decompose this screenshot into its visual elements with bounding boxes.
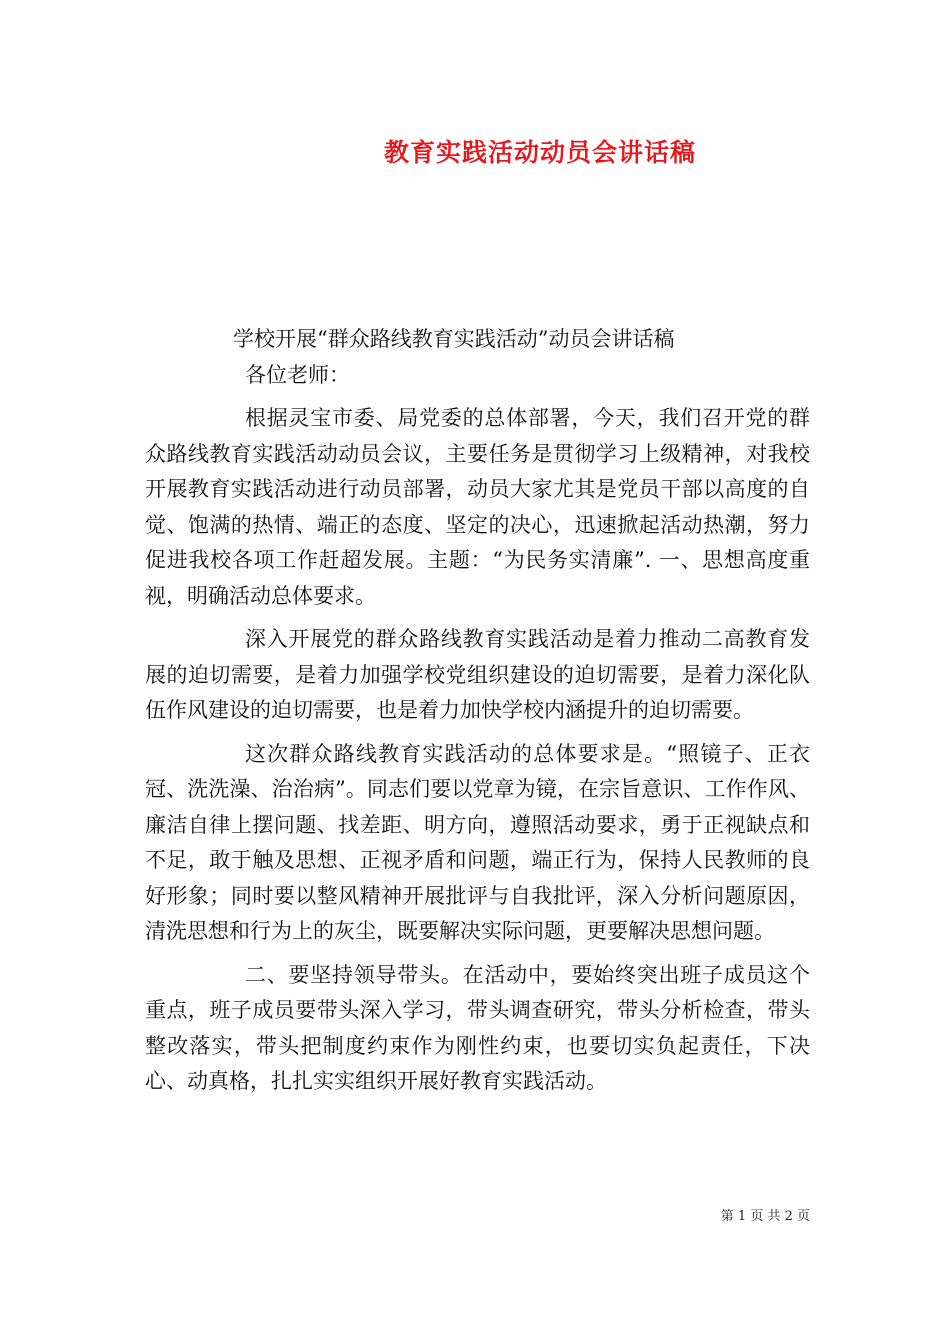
paragraph-4: 二、要坚持领导带头。在活动中，要始终突出班子成员这个重点，班子成员要带头深入学习，带头调查研究，带头分析检查，带头整改落实，带头把制度约束作为刚性约束，也要切实负起责任，下决心、动真格，扎扎实实组织开展好教育实践活动。 [145, 962, 810, 1093]
paragraph-1: 根据灵宝市委、局党委的总体部署，今天，我们召开党的群众路线教育实践活动动员会议，主要任务是贯彻学习上级精神，对我校开展教育实践活动进行动员部署，动员大家尤其是党员干部以高度的自觉、饱满的热情、端正的态度、坚定的决心，迅速掀起活动热潮，努力促进我校各项工作赶超发展。主题：“为民务实清廉”. 一、思想高度重视，明确活动总体要求。 [145, 406, 810, 608]
salutation: 各位老师： [245, 362, 350, 387]
paragraph-2: 深入开展党的群众路线教育实践活动是着力推动二高教育发展的迫切需要，是着力加强学校党组织建设的迫切需要，是着力深化队伍作风建设的迫切需要，也是着力加快学校内涵提升的迫切需要。 [145, 627, 810, 722]
page-number: 第 1 页 共 2 页 [720, 1209, 810, 1224]
document-body [145, 322, 810, 1100]
document-title: 教育实践活动动员会讲话稿 [383, 138, 696, 167]
paragraph-3: 这次群众路线教育实践活动的总体要求是。“照镜子、正衣冠、洗洗澡、治治病”。同志们要以党章为镜，在宗旨意识、工作作风、廉洁自律上摆问题、找差距、明方向，遵照活动要求，勇于正视缺点和不足，敢于触及思想、正视矛盾和问题，端正行为，保持人民教师的良好形象；同时要以整风精神开展批评与自我批评，深入分析问题原因，清洗思想和行为上的灰尘，既要解决实际问题，更要解决思想问题。 [145, 741, 810, 943]
document-subtitle: 学校开展“群众路线教育实践活动”动员会讲话稿 [233, 327, 675, 351]
